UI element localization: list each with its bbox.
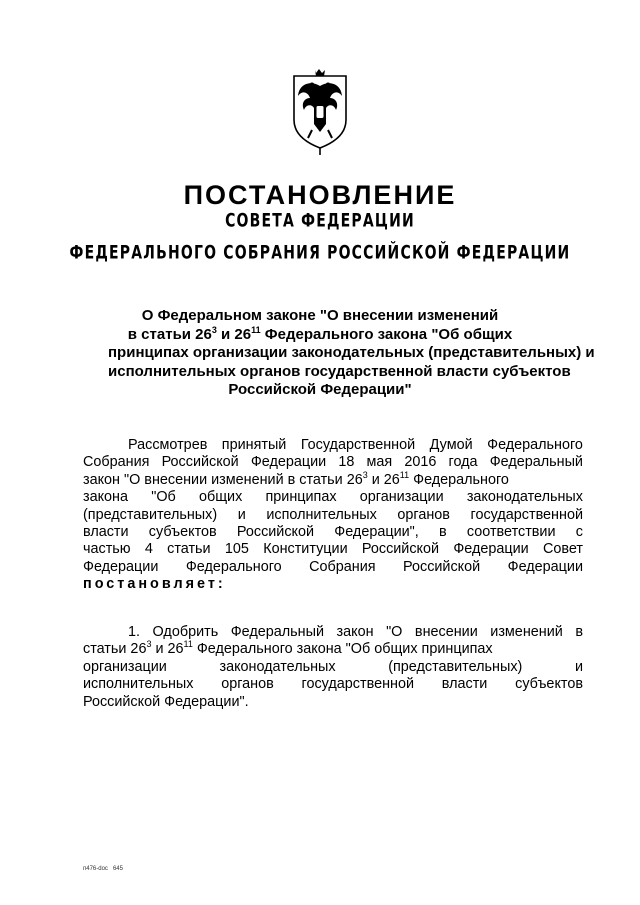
word: Федерации [453, 541, 529, 558]
preamble-paragraph [83, 437, 583, 594]
paragraph-line [83, 524, 583, 541]
word: власти [83, 524, 129, 541]
word: 18 [338, 454, 355, 471]
word: 4 [144, 541, 153, 558]
word: организации [359, 489, 444, 506]
word: мая [366, 454, 393, 471]
paragraph-line [83, 507, 583, 524]
coat-of-arms-icon [288, 68, 352, 156]
word: 2016 [404, 454, 437, 471]
text: Российской Федерации". [83, 693, 249, 710]
word: в [575, 624, 583, 640]
word: субъектов [148, 524, 217, 541]
heading-text: и 26 [216, 325, 252, 343]
text: и 26 [151, 641, 184, 658]
word: закон [336, 624, 374, 640]
word: принятый [221, 437, 287, 453]
text: и 26 [367, 471, 400, 488]
word: государственной [470, 506, 583, 523]
word: Собрания [83, 454, 150, 471]
resolution-heading [108, 307, 595, 400]
heading-line: Российской Федерации" [228, 381, 412, 398]
word: и [237, 506, 246, 523]
paragraph-line [83, 437, 583, 454]
word: (представительных) [83, 506, 218, 523]
paragraph-line [83, 576, 583, 593]
word: "Об [151, 489, 176, 506]
paragraph-line [83, 641, 583, 658]
word: Федерального [487, 437, 583, 453]
word: Федерации [83, 558, 159, 575]
paragraph-line [83, 624, 583, 641]
word: Рассмотрев [128, 437, 208, 453]
word: субъектов [515, 676, 583, 693]
word: года [448, 454, 478, 471]
word: Думой [429, 437, 473, 453]
word: Российской [403, 558, 481, 575]
doc-code: п476-doc [83, 866, 108, 872]
word: соответствии [466, 524, 556, 541]
superscript: 11 [183, 639, 193, 650]
word: Совет [542, 541, 583, 558]
word: Федерации", [334, 524, 419, 541]
superscript: 11 [251, 324, 261, 335]
paragraph-line [83, 676, 583, 693]
superscript: 3 [362, 469, 368, 480]
word: законодательных [466, 489, 583, 506]
word: органов [221, 676, 274, 693]
word: Конституции [263, 541, 348, 558]
word: изменений [490, 624, 563, 640]
word: Российской [361, 541, 440, 558]
word: (представительных) [388, 658, 523, 675]
word: с [575, 524, 583, 541]
word: Федерации [507, 558, 583, 575]
word: государственной [301, 676, 415, 693]
word: статьи [167, 541, 211, 558]
paragraph-line [83, 469, 583, 489]
word: Российской [236, 524, 315, 541]
word: Федерации [250, 454, 327, 471]
word: 1. [128, 624, 141, 640]
text: Федерального [409, 471, 509, 488]
word: исполнительных [83, 676, 194, 693]
word: Федеральный [489, 454, 583, 471]
word: и [574, 658, 583, 675]
word: власти [441, 676, 488, 693]
word: внесении [414, 624, 478, 640]
text: Федерального закона "Об общих принципах [192, 641, 493, 658]
superscript: 11 [399, 469, 410, 480]
word: законодательных [219, 658, 336, 675]
heading-line: принципах организации законодательных (представительных) и [108, 344, 595, 361]
resolves-word: постановляет: [83, 576, 226, 593]
word: Государственной [300, 437, 416, 453]
paragraph-line [83, 659, 583, 676]
doc-number: 645 [112, 866, 123, 872]
clause-1-paragraph [83, 624, 583, 711]
word: Собрания [309, 558, 376, 575]
word: частью [83, 541, 131, 558]
word: принципах [265, 489, 337, 506]
word: "О [386, 624, 403, 640]
word: организации [83, 658, 167, 675]
word: общих [198, 489, 243, 506]
word: Одобрить [152, 624, 219, 640]
word: в [439, 524, 447, 541]
text: статьи 26 [83, 641, 147, 658]
paragraph-line [83, 694, 583, 711]
heading-line: исполнительных органов государственной власти субъектов [108, 362, 571, 380]
word: закона [83, 489, 129, 506]
heading-line: О Федеральном законе "О внесении изменений [141, 307, 499, 324]
word: 105 [224, 541, 249, 558]
heading-text: Федерального закона "Об общих [260, 325, 513, 343]
word: Российской [161, 454, 239, 471]
heading-line [108, 326, 532, 345]
document-title: ПОСТАНОВЛЕНИЕ [183, 180, 457, 210]
word: Федерального [185, 558, 282, 575]
heading-text: в статьи 26 [127, 325, 212, 343]
document-subtitle-assembly: ФЕДЕРАЛЬНОГО СОБРАНИЯ РОССИЙСКОЙ ФЕДЕРАЦИИ [69, 242, 571, 264]
word: органов [397, 506, 450, 523]
superscript: 3 [211, 324, 217, 335]
paragraph-line [83, 559, 583, 576]
document-footer [83, 866, 123, 872]
paragraph-line [83, 541, 583, 558]
word: Федеральный [230, 624, 324, 640]
paragraph-line [83, 454, 583, 471]
document-subtitle-issuer: СОВЕТА ФЕДЕРАЦИИ [225, 210, 415, 232]
word: исполнительных [266, 506, 377, 523]
paragraph-line [83, 489, 583, 506]
superscript: 3 [146, 639, 152, 650]
text: закон "О внесении изменений в статьи 26 [83, 471, 363, 488]
